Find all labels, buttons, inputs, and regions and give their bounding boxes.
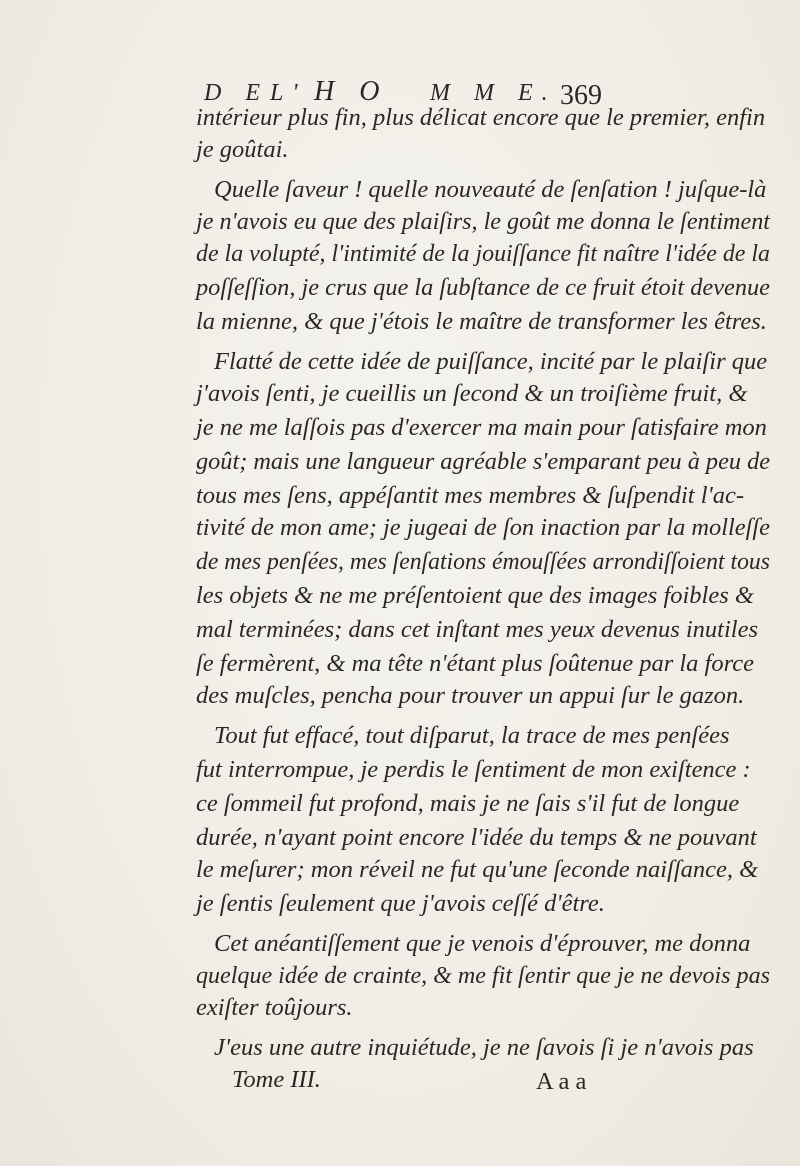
text-line: les objets & ne me préſentoient que des images foibles & — [196, 582, 754, 609]
text-line: je n'avois eu que des plaiſirs, le goût me donna le ſentiment — [196, 208, 770, 235]
text-line: tivité de mon ame; je jugeai de ſon inaction par la molleſſe — [196, 514, 771, 541]
text-line: fut interrompue, je perdis le ſentiment de mon exiſtence : — [196, 756, 751, 783]
text-line: de la volupté, l'intimité de la jouiſſance fit naître l'idée de la — [196, 240, 770, 267]
text-line: je ſentis ſeulement que j'avois ceſſé d'être. — [196, 890, 605, 917]
text-line: tous mes ſens, appéſantit mes membres & ſuſpendit l'ac- — [196, 482, 745, 509]
text-line: Flatté de cette idée de puiſſance, incité par le plaiſir que — [214, 348, 768, 375]
text-line: intérieur plus fin, plus délicat encore que le premier, enfin — [196, 104, 766, 131]
running-title-part-1: D E — [204, 80, 269, 106]
text-line: de mes penſées, mes ſenſations émouſſées arrondiſſoient tous — [196, 548, 770, 575]
text-line: J'eus une autre inquiétude, je ne ſavois ſi je n'avois pas — [214, 1034, 754, 1061]
running-title-part-2: L' — [270, 80, 307, 106]
page-number: 369 — [560, 80, 602, 111]
running-title-part-3: H O — [314, 76, 389, 107]
text-line: je goûtai. — [196, 136, 289, 163]
signature-mark: A a a — [536, 1068, 587, 1095]
text-line: la mienne, & que j'étois le maître de transformer les êtres. — [196, 308, 767, 335]
text-line: j'avois ſenti, je cueillis un ſecond & un troiſième fruit, & — [196, 380, 748, 407]
text-line: poſſeſſion, je crus que la ſubſtance de ce fruit étoit devenue — [196, 274, 771, 301]
text-line: des muſcles, pencha pour trouver un appui ſur le gazon. — [196, 682, 745, 709]
text-line: ce ſommeil fut profond, mais je ne ſais s'il fut de longue — [196, 790, 740, 817]
text-line: le meſurer; mon réveil ne fut qu'une ſeconde naiſſance, & — [196, 856, 759, 883]
text-line: je ne me laſſois pas d'exercer ma main pour ſatisfaire mon — [196, 414, 767, 441]
text-line: goût; mais une langueur agréable s'emparant peu à peu de — [196, 448, 771, 475]
text-line: Quelle ſaveur ! quelle nouveauté de ſenſation ! juſque-là — [214, 176, 767, 203]
text-line: Tout fut effacé, tout diſparut, la trace de mes penſées — [214, 722, 730, 749]
text-line: Cet anéantiſſement que je venois d'éprouver, me donna — [214, 930, 751, 957]
volume-label: Tome III. — [232, 1066, 321, 1093]
running-title-part-4: M M E. — [430, 80, 557, 106]
text-line: quelque idée de crainte, & me fit ſentir que je ne devois pas — [196, 962, 770, 989]
text-line: exiſter toûjours. — [196, 994, 353, 1021]
text-line: mal terminées; dans cet inſtant mes yeux devenus inutiles — [196, 616, 758, 643]
text-line: durée, n'ayant point encore l'idée du temps & ne pouvant — [196, 824, 757, 851]
text-line: ſe fermèrent, & ma tête n'étant plus ſoûtenue par la force — [196, 650, 754, 677]
